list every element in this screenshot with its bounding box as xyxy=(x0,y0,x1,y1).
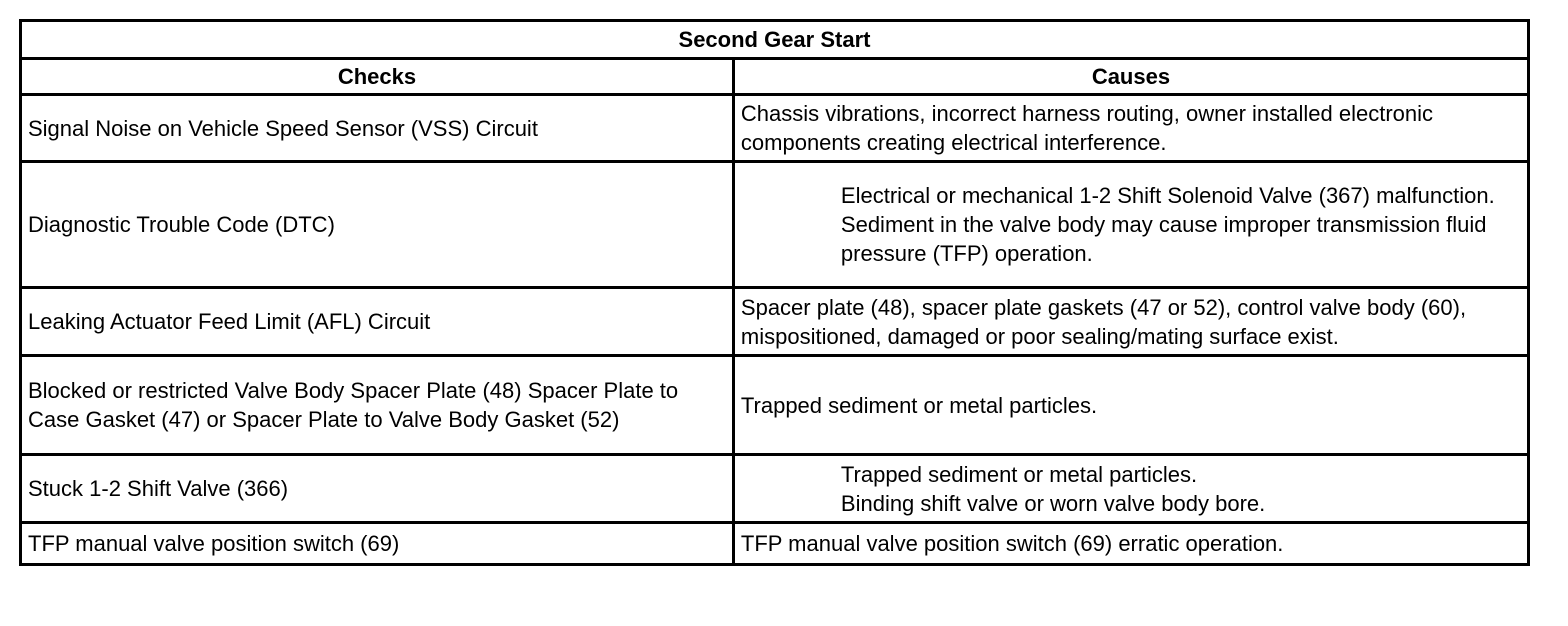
check-cell: Blocked or restricted Valve Body Spacer Plate (48) Spacer Plate to Case Gasket (47) or Spacer Plate to Valve Body Gasket (52) xyxy=(21,356,734,455)
table-row xyxy=(21,95,1529,162)
check-cell: Diagnostic Trouble Code (DTC) xyxy=(21,162,734,288)
second-gear-start-table xyxy=(19,19,1530,566)
header-checks: Checks xyxy=(21,59,734,95)
cause-item: Sediment in the valve body may cause improper transmission fluid pressure (TFP) operation. xyxy=(840,212,1487,266)
check-cell: Leaking Actuator Feed Limit (AFL) Circuit xyxy=(21,288,734,356)
check-cell: Signal Noise on Vehicle Speed Sensor (VSS) Circuit xyxy=(21,95,734,162)
cause-text: Chassis vibrations, incorrect harness routing, owner installed electronic components creating electrical interference. xyxy=(740,101,1434,155)
table-row xyxy=(21,162,1529,288)
table-row xyxy=(21,455,1529,523)
cause-cell xyxy=(733,356,1528,455)
cause-list xyxy=(741,460,1521,518)
cause-cell xyxy=(733,95,1528,162)
cause-text: Spacer plate (48), spacer plate gaskets (47 or 52), control valve body (60), mispositioned, damaged or poor sealing/mating surface exist. xyxy=(740,294,1467,349)
check-cell: Stuck 1-2 Shift Valve (366) xyxy=(21,455,734,523)
cause-cell xyxy=(733,288,1528,356)
table-row xyxy=(21,523,1529,565)
cause-cell xyxy=(733,523,1528,565)
cause-text: Trapped sediment or metal particles. xyxy=(740,392,1098,418)
header-causes: Causes xyxy=(733,59,1528,95)
check-cell: TFP manual valve position switch (69) xyxy=(21,523,734,565)
cause-text: TFP manual valve position switch (69) erratic operation. xyxy=(740,531,1284,556)
table-row xyxy=(21,288,1529,356)
table-title: Second Gear Start xyxy=(21,21,1529,59)
cause-item: Binding shift valve or worn valve body bore. xyxy=(840,490,1266,516)
table-row xyxy=(21,356,1529,455)
cause-item: Trapped sediment or metal particles. xyxy=(840,461,1198,487)
cause-cell xyxy=(733,162,1528,288)
table-body xyxy=(21,95,1529,565)
cause-cell xyxy=(733,455,1528,523)
cause-list xyxy=(741,181,1521,268)
cause-item: Electrical or mechanical 1-2 Shift Solenoid Valve (367) malfunction. xyxy=(840,183,1495,208)
